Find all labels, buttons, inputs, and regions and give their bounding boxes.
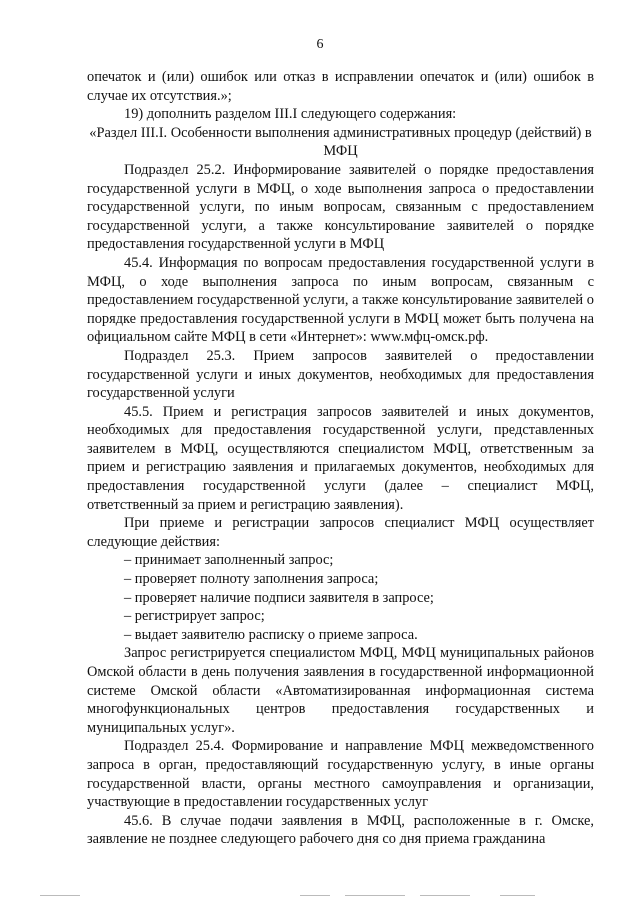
- paragraph-item-19: 19) дополнить разделом III.I следующего содержания:: [124, 106, 457, 123]
- section-heading: «Раздел III.I. Особенности выполнения административных процедур (действий) в МФЦ: [89, 124, 592, 160]
- list-item: – проверяет полноту заполнения запроса;: [124, 571, 379, 588]
- list-item: – регистрирует запрос;: [124, 608, 265, 625]
- subsection-heading-25-3: Подраздел 25.3. Прием запросов заявителей о предоставлении государственной услуги и иных документов, необходимых для предоставления государственной услуги: [87, 347, 594, 402]
- paragraph-registration: Запрос регистрируется специалистом МФЦ, МФЦ муниципальных районов Омской области в день получения заявления в государственной информационной системе Омской области «Автоматизированная информационная система многофункциональных центров предоставления государственных и муниципальных услуг».: [87, 645, 594, 736]
- clause-45-6: 45.6. В случае подачи заявления в МФЦ, расположенные в г. Омске, заявление не позднее следующего рабочего дня со дня приема гражданина: [87, 812, 594, 848]
- clause-45-5: 45.5. Прием и регистрация запросов заявителей и иных документов, необходимых для предоставления государственной услуги, представленных заявителем в МФЦ, осуществляются специалистом МФЦ, ответственным за прием и регистрацию заявления и прилагаемых документов, необходимых для предоставления государственной услуги (далее – специалист МФЦ, ответственный за прием и регистрацию заявления).: [87, 403, 594, 513]
- scan-artifacts: [0, 893, 640, 899]
- document-body: [87, 68, 594, 849]
- subsection-heading-25-4: Подраздел 25.4. Формирование и направление МФЦ межведомственного запроса в орган, предоставляющий государственную услугу, в иные органы государственной власти, органы местного самоуправления и организации, участвующие в предоставлении государственных услуг: [87, 738, 594, 811]
- list-item: – проверяет наличие подписи заявителя в запросе;: [124, 589, 434, 606]
- subsection-heading-25-2: Подраздел 25.2. Информирование заявителей о порядке предоставления государственной услуги в МФЦ, о ходе выполнения запроса о предоставлении государственной услуги, по иным вопросам, связанным с предоставлением государственной услуги, а также консультирование заявителей о порядке предоставления государственной услуги в МФЦ: [87, 161, 594, 253]
- clause-45-4: 45.4. Информация по вопросам предоставления государственной услуги в МФЦ, о ходе выполнения запроса по иным вопросам, связанным с предоставлением государственной услуги, а также консультирование заявителей о порядке предоставления государственной услуги в МФЦ может быть получена на официальном сайте МФЦ в сети «Интернет»: www.мфц-омск.рф.: [87, 254, 594, 346]
- page-number: 6: [316, 37, 324, 52]
- paragraph-actions-intro: При приеме и регистрации запросов специалист МФЦ осуществляет следующие действия:: [87, 515, 594, 550]
- paragraph-continuation: опечаток и (или) ошибок или отказ в исправлении опечаток и (или) ошибок в случае их отсутствия.»;: [87, 69, 594, 104]
- list-item: – принимает заполненный запрос;: [124, 552, 334, 569]
- list-item: – выдает заявителю расписку о приеме запроса.: [124, 626, 418, 643]
